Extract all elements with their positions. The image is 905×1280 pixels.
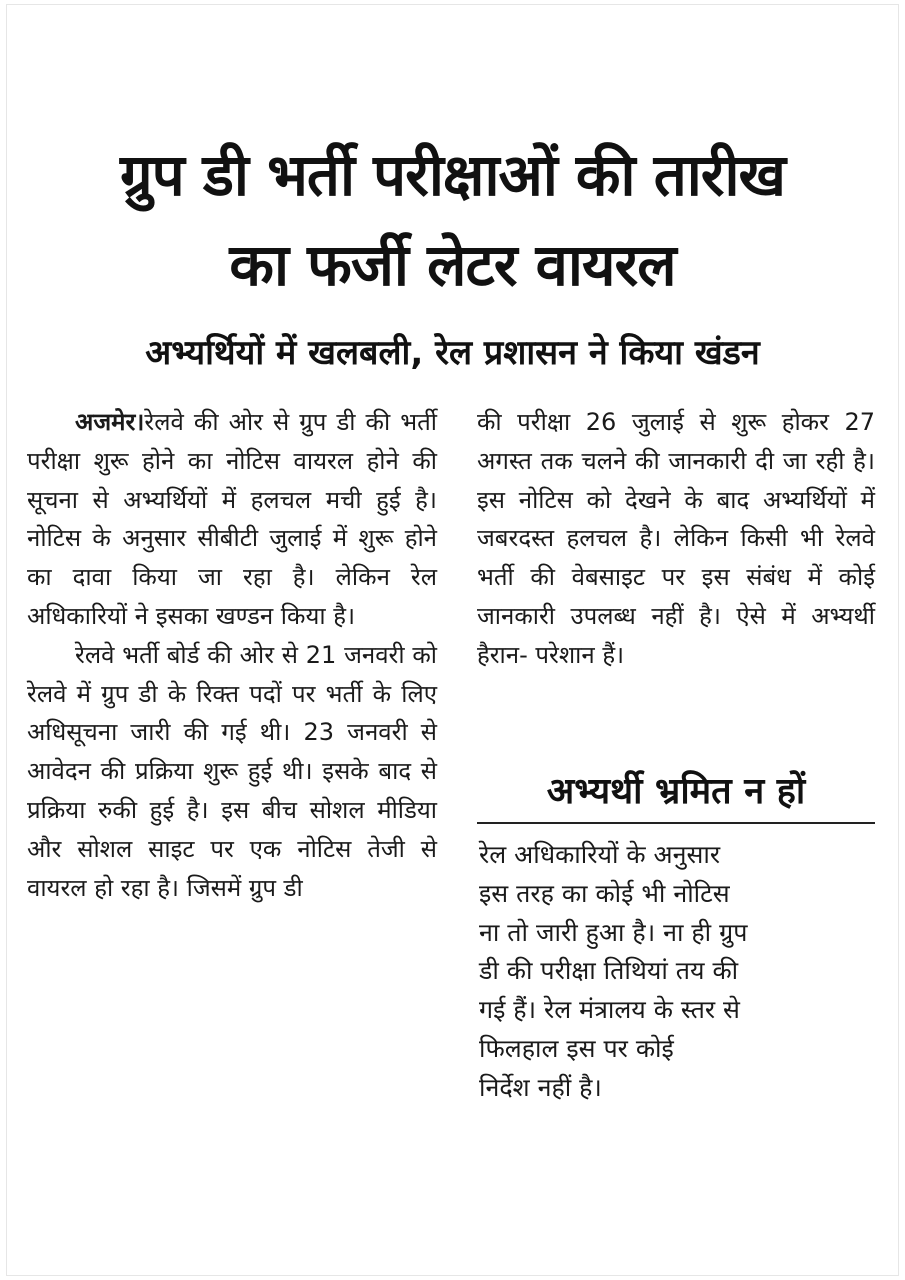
dateline: अजमेर।	[75, 408, 145, 436]
sidebar-box-body	[479, 836, 869, 1108]
sidebar-box-title: अभ्यर्थी भ्रमित न हों	[546, 771, 806, 812]
box-line: फिलहाल इस पर कोई	[479, 1033, 674, 1063]
box-line: गई हैं। रेल मंत्रालय के स्तर से	[479, 995, 740, 1025]
article-column-left	[27, 403, 437, 907]
box-line: डी की परीक्षा तिथियां तय की	[479, 956, 739, 986]
article-paragraph-2: रेलवे भर्ती बोर्ड की ओर से 21 जनवरी को रेलवे में ग्रुप डी के रिक्त पदों पर भर्ती के लिए अधिसूचना जारी की गई थी। 23 जनवरी से आवेदन की प्रक्रिया शुरू हुई थी। इसके बाद से प्रक्रिया रुकी हुई है। इस बीच सोशल मीडिया और सोशल साइट पर एक नोटिस तेजी से वायरल हो रहा है। जिसमें ग्रुप डी	[27, 640, 437, 902]
box-line: निर्देश नहीं है।	[479, 1072, 602, 1102]
sidebar-box-rule	[477, 822, 875, 824]
headline-line-2: का फर्जी लेटर वायरल	[229, 231, 676, 299]
box-line: रेल अधिकारियों के अनुसार	[479, 840, 721, 869]
headline-line-1: ग्रुप डी भर्ती परीक्षाओं की तारीख	[120, 141, 785, 209]
article-paragraph-2-continued: की परीक्षा 26 जुलाई से शुरू होकर 27 अगस्त तक चलने की जानकारी दी जा रही है। इस नोटिस को देखने के बाद अभ्यर्थियों में जबरदस्त हलचल है। लेकिन किसी भी रेलवे भर्ती की वेबसाइट पर इस संबंध में कोई जानकारी उपलब्ध नहीं है। ऐसे में अभ्यर्थी हैरान- परेशान हैं।	[477, 408, 875, 669]
subheadline: अभ्यर्थियों में खलबली, रेल प्रशासन ने किया खंडन	[145, 333, 760, 373]
article-paragraph-1	[27, 403, 437, 636]
box-line: ना तो जारी हुआ है। ना ही ग्रुप	[479, 917, 748, 947]
box-line: इस तरह का कोई भी नोटिस	[479, 878, 730, 908]
article-column-right	[477, 403, 875, 675]
paragraph-1-text: रेलवे की ओर से ग्रुप डी की भर्ती परीक्षा शुरू होने का नोटिस वायरल होने की सूचना से अभ्यर्थियों में हलचल मची हुई है। नोटिस के अनुसार सीबीटी जुलाई में शुरू होने का दावा किया जा रहा है। लेकिन रेल अधिकारियों ने इसका खण्डन किया है।	[27, 408, 437, 630]
